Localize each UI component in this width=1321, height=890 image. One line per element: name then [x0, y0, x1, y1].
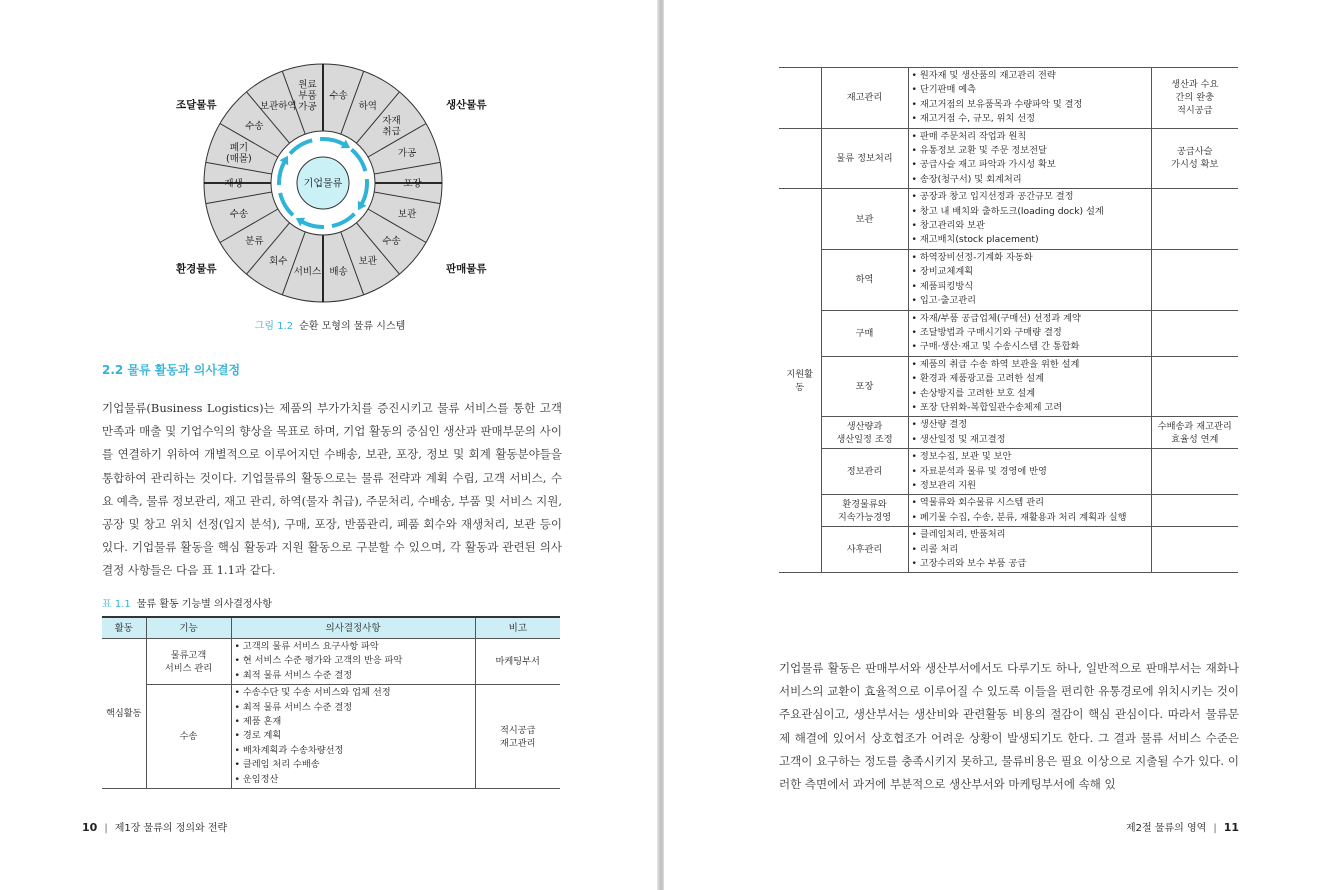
activity-group-cell: 핵심활동 — [102, 639, 146, 789]
segment-label: 포장 — [403, 178, 422, 190]
decision-cell: • 원자재 및 생산품의 재고관리 전략 • 단기판매 예측 • 재고거점의 보유품목과 수량파악 및 결정 • 재고거점 수, 규모, 위치 선정 — [908, 68, 1151, 129]
diagram-label-environment: 환경물류 — [176, 263, 217, 275]
function-cell: 정보관리 — [821, 449, 908, 495]
decision-cell: • 생산량 결정 • 생산일정 및 재고결정 — [908, 417, 1151, 449]
function-cell: 포장 — [821, 356, 908, 417]
note-cell — [1151, 189, 1238, 250]
segment-label: 가공 — [397, 147, 417, 159]
decision-cell: • 자재/부품 공급업체(구매선) 선정과 계약 • 조달방법과 구매시기와 구매량 결정 • 구매·생산·재고 및 수송시스템 간 통합화 — [908, 310, 1151, 356]
center-label: 기업물류 — [303, 178, 343, 190]
table-header-cell: 활동 — [102, 617, 146, 639]
table-row — [102, 639, 560, 685]
function-cell: 사후관리 — [821, 527, 908, 573]
right-footer — [1126, 819, 1239, 834]
footer-separator: | — [104, 823, 108, 834]
section-title: 2.2 물류 활동과 의사결정 — [102, 363, 241, 377]
note-cell — [1151, 249, 1238, 310]
activity-group-cell — [779, 128, 821, 189]
table-row — [779, 310, 1238, 356]
table-caption — [102, 595, 272, 610]
decision-cell: • 하역장비선정-기계화 자동화 • 장비교체계획 • 제품피킹방식 • 입고·출고관리 — [908, 249, 1151, 310]
segment-label: 폐기 (매몰) — [226, 142, 252, 165]
note-cell — [1151, 495, 1238, 527]
segment-label: 수송 — [229, 209, 249, 221]
table-row — [779, 189, 1238, 250]
segment-label: 수송 — [329, 90, 348, 102]
segment-label: 원료 부품 가공 — [298, 79, 317, 113]
segment-label: 보관 — [397, 209, 417, 221]
function-cell: 생산량과 생산일정 조정 — [821, 417, 908, 449]
segment-label: 자재 취급 — [382, 115, 401, 138]
segment-label: 재생 — [224, 178, 243, 190]
table-row — [779, 128, 1238, 189]
table-row — [779, 356, 1238, 417]
activity-group-cell: 지원활동 — [779, 189, 821, 573]
table-row — [779, 417, 1238, 449]
right-page-number: 11 — [1223, 821, 1239, 834]
function-cell: 수송 — [146, 685, 231, 789]
table-header-cell: 의사결정사항 — [231, 617, 475, 639]
decision-cell: • 공장과 창고 입지선정과 공간규모 결정 • 창고 내 배치와 출하도크(loading dock) 설계 • 창고관리와 보관 • 재고배치(stock placement) — [908, 189, 1151, 250]
diagram-label-sales: 판매물류 — [446, 263, 487, 275]
table-row — [779, 495, 1238, 527]
note-cell: 마케팅부서 — [475, 639, 560, 685]
note-cell — [1151, 449, 1238, 495]
decision-table-part2 — [779, 67, 1238, 573]
activity-group-cell — [779, 68, 821, 129]
left-paragraph: 기업물류(Business Logistics)는 제품의 부가가치를 증진시키고 물류 서비스를 통한 고객 만족과 매출 및 기업수익의 향상을 목표로 하며, 기업 활동의 중심인 생산과 판매부문의 사이를 연결하기 위하여 개별적으로 이루어지던 수배송, 보관, 포장, 정보 및 회계 활동분야들을 통합하여 관리하는 것이다. 기업물류의 활동으로는 물류 전략과 계획 수립, 고객 서비스, 수요 예측, 물류 정보관리, 재고 관리, 하역(물자 취급), 주문처리, 수배송, 부품 및 서비스 지원, 공장 및 창고 위치 선정(입지 분석), 구매, 포장, 반품관리, 폐품 회수와 재생처리, 보관 등이 있다. 기업물류 활동을 핵심 활동과 지원 활동으로 구분할 수 있으며, 각 활동과 관련된 의사 결정 사항들은 다음 표 1.1과 같다. — [102, 401, 562, 578]
figure-number: 그림 1.2 — [254, 321, 294, 332]
left-page — [0, 0, 660, 890]
right-running-title: 제2절 물류의 영역 — [1125, 823, 1207, 834]
diagram-label-production: 생산물류 — [446, 99, 487, 111]
left-page-number: 10 — [82, 821, 98, 834]
note-cell: 수배송과 재고관리 효율성 연계 — [1151, 417, 1238, 449]
function-cell: 물류 정보처리 — [821, 128, 908, 189]
segment-label: 보관하역 — [259, 100, 297, 112]
decision-cell: • 수송수단 및 수송 서비스와 업체 선정 • 최적 물류 서비스 수준 결정 • 제품 혼재 • 경로 계획 • 배차계획과 수송차량선정 • 클레임 처리 수배송 • 운임정산 — [231, 685, 475, 789]
table-header-row — [102, 617, 560, 639]
diagram-label-procurement: 조달물류 — [176, 99, 217, 111]
table-row — [779, 527, 1238, 573]
segment-label: 배송 — [329, 266, 348, 278]
left-footer — [82, 819, 227, 834]
decision-cell: • 판매 주문처리 작업과 원칙 • 유통정보 교환 및 주문 정보전달 • 공급사슬 재고 파악과 가시성 확보 • 송장(청구서) 및 회계처리 — [908, 128, 1151, 189]
table-row — [102, 685, 560, 789]
function-cell: 하역 — [821, 249, 908, 310]
segment-label: 하역 — [358, 100, 377, 112]
table-number: 표 1.1 — [102, 599, 131, 610]
decision-cell: • 정보수집, 보관 및 보안 • 자료분석과 물류 및 경영에 반영 • 정보관리 지원 — [908, 449, 1151, 495]
table-caption-text: 물류 활동 기능별 의사결정사항 — [136, 599, 272, 610]
function-cell: 보관 — [821, 189, 908, 250]
note-cell: 적시공급 재고관리 — [475, 685, 560, 789]
segment-label: 보관 — [358, 256, 377, 268]
segment-label: 수송 — [245, 120, 264, 132]
function-cell: 물류고객 서비스 관리 — [146, 639, 231, 685]
note-cell: 공급사슬 가시성 확보 — [1151, 128, 1238, 189]
decision-cell: • 고객의 물류 서비스 요구사항 파악 • 현 서비스 수준 평가와 고객의 반응 파악 • 최적 물류 서비스 수준 결정 — [231, 639, 475, 685]
function-cell: 환경물류와 지속가능경영 — [821, 495, 908, 527]
note-cell: 생산과 수요 간의 완충 적시공급 — [1151, 68, 1238, 129]
note-cell — [1151, 310, 1238, 356]
decision-cell: • 역물류와 회수물류 시스템 관리 • 폐기물 수집, 수송, 분류, 재활용과 처리 계획과 실행 — [908, 495, 1151, 527]
segment-label: 분류 — [245, 236, 264, 248]
table-row — [779, 68, 1238, 129]
footer-separator: | — [1213, 823, 1217, 834]
left-running-title: 제1장 물류의 정의와 전략 — [114, 823, 228, 834]
segment-label: 회수 — [269, 256, 288, 268]
note-cell — [1151, 356, 1238, 417]
table-header-cell: 비고 — [475, 617, 560, 639]
decision-table-part1 — [102, 616, 560, 789]
segment-label: 수송 — [382, 236, 401, 248]
note-cell — [1151, 527, 1238, 573]
figure-caption — [0, 317, 660, 332]
table-row — [779, 449, 1238, 495]
right-paragraph: 기업물류 활동은 판매부서와 생산부서에서도 다루기도 하나, 일반적으로 판매부서는 재화나 서비스의 교환이 효율적으로 이루어질 수 있도록 이들을 편리한 유통경로에 위치시키는 것이 주요관심이고, 생산부서는 생산비와 관련활동 비용의 절감이 핵심 관심이다. 따라서 물류문제 해결에 있어서 상호협조가 어려운 상황이 발생되기도 한다. 그 결과 물류 서비스 수준은 고객이 요구하는 정도를 충족시키지 못하고, 물류비용은 필요 이상으로 지출될 수가 있다. 이러한 측면에서 과거에 부분적으로 생산부서와 마케팅부서에 속해 있 — [779, 661, 1239, 792]
figure-caption-text: 순환 모형의 물류 시스템 — [299, 321, 406, 332]
table-header-cell: 기능 — [146, 617, 231, 639]
decision-cell: • 클레임처리, 반품처리 • 리콜 처리 • 고장수리와 보수 부품 공급 — [908, 527, 1151, 573]
table-row — [779, 249, 1238, 310]
function-cell: 재고관리 — [821, 68, 908, 129]
decision-cell: • 제품의 취급 수송 하역 보관을 위한 설계 • 환경과 제품광고를 고려한 설계 • 손상방지를 고려한 보호 설계 • 포장 단위화-복합일관수송체제 고려 — [908, 356, 1151, 417]
function-cell: 구매 — [821, 310, 908, 356]
segment-label: 서비스 — [293, 266, 322, 278]
